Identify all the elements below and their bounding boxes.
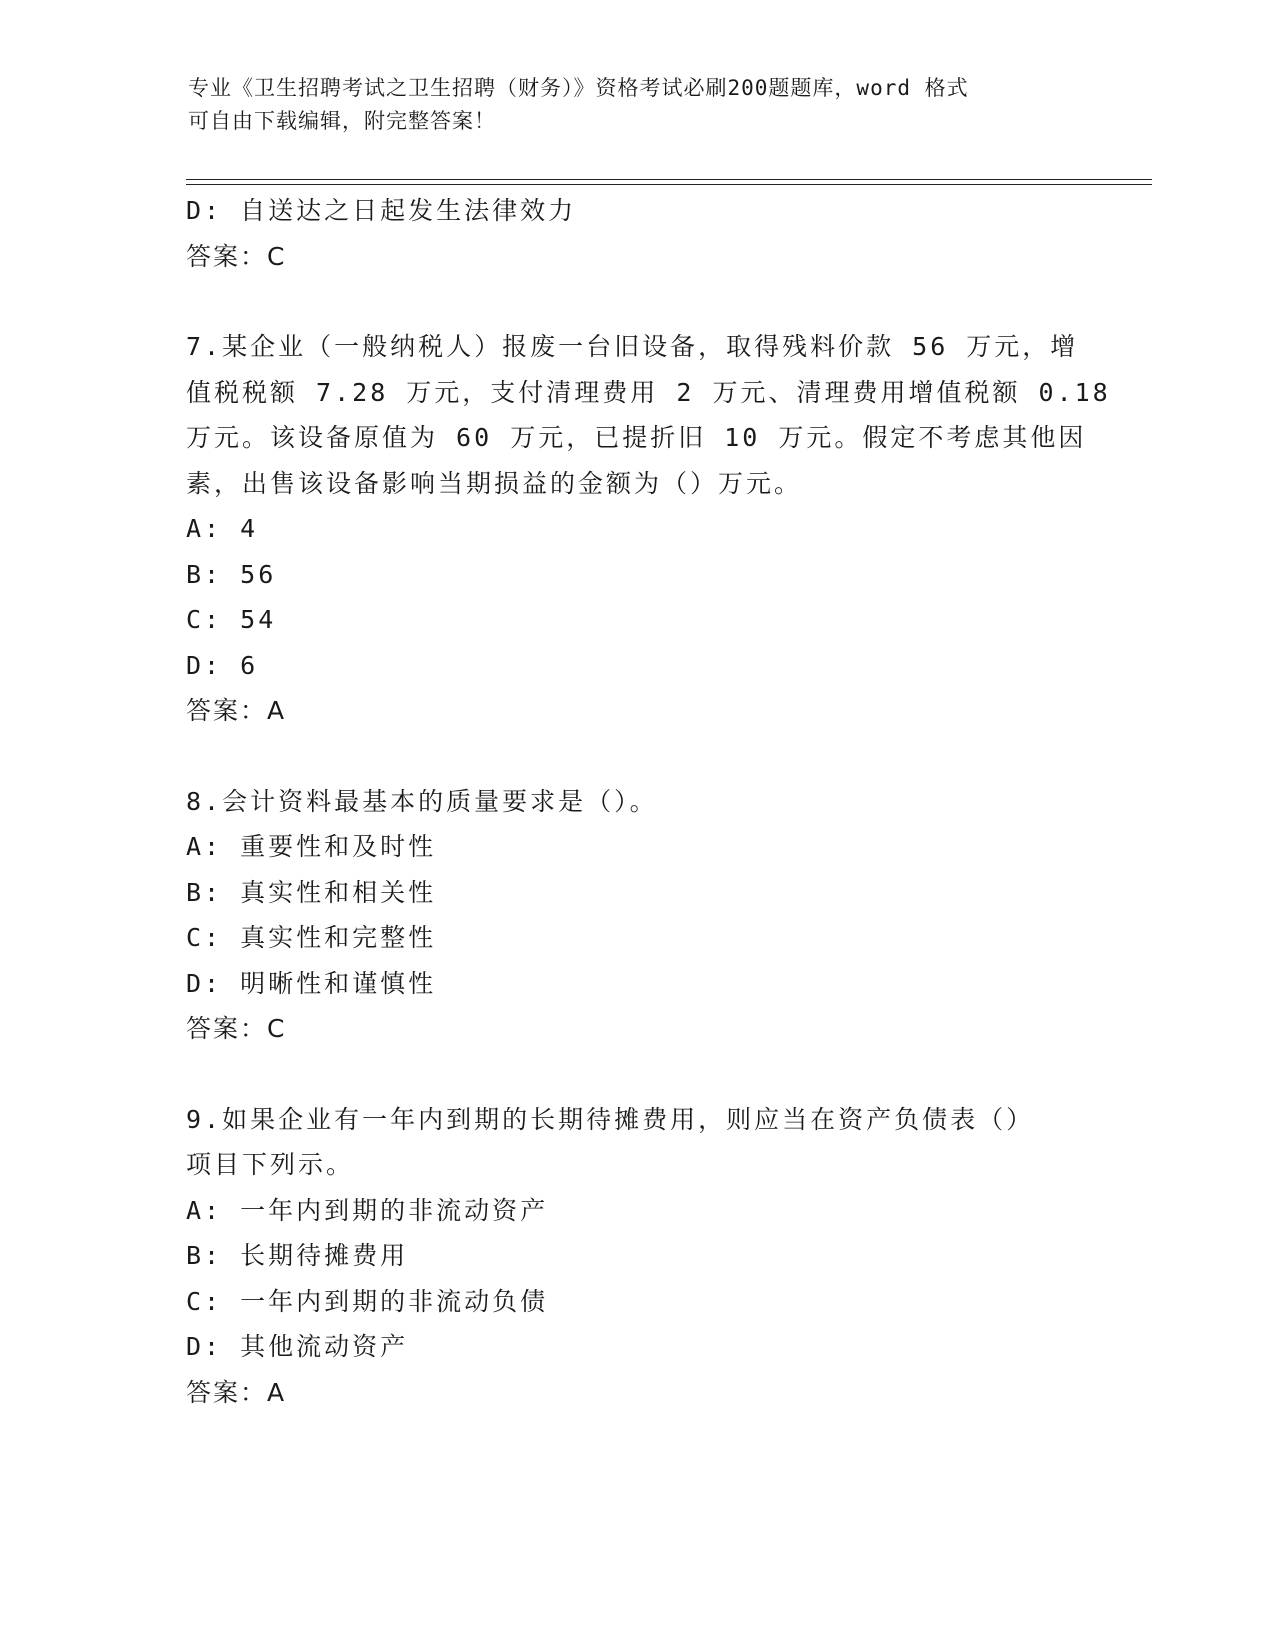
question-7: [186, 324, 1111, 734]
option-b: B: 56: [186, 559, 277, 589]
question-9: [186, 1097, 1086, 1416]
question-text-line: 值税税额 7.28 万元，支付清理费用 2 万元、清理费用增值税额 0.18: [186, 377, 1111, 407]
option-d: D: 自送达之日起发生法律效力: [186, 196, 577, 225]
option-a: A: 4: [186, 514, 259, 543]
option-c: C: 真实性和完整性: [186, 923, 437, 952]
question-text-line: 项目下列示。: [186, 1150, 355, 1179]
option-b: B: 真实性和相关性: [186, 877, 437, 907]
option-d: D: 其他流动资产: [186, 1332, 409, 1361]
question-text-line: 7.某企业（一般纳税人）报废一台旧设备，取得残料价款 56 万元，增: [186, 332, 1079, 361]
question-8: [186, 779, 1086, 1052]
header-title-line-1: 专业《卫生招聘考试之卫生招聘（财务）》资格考试必刷200题题库，word 格式: [188, 76, 969, 100]
option-a: A: 一年内到期的非流动资产: [186, 1195, 549, 1225]
header-divider: [186, 179, 1152, 180]
question-text-line: 万元。该设备原值为 60 万元，已提折旧 10 万元。假定不考虑其他因: [186, 423, 1087, 452]
option-c: C: 54: [186, 605, 277, 634]
option-b: B: 长期待摊费用: [186, 1241, 409, 1270]
question-text-line: 8.会计资料最基本的质量要求是（）。: [186, 786, 658, 816]
answer-line: 答案：A: [186, 696, 287, 725]
option-c: C: 一年内到期的非流动负债: [186, 1286, 549, 1316]
header-divider-double: [186, 184, 1152, 185]
question-list: [186, 188, 1111, 1415]
question-text-line: 素，出售该设备影响当期损益的金额为（）万元。: [186, 468, 803, 498]
document-header: [188, 72, 1068, 138]
option-d: D: 明晰性和谨慎性: [186, 968, 437, 998]
answer-line: 答案：A: [186, 1377, 287, 1407]
answer-line: 答案：C: [186, 241, 287, 271]
option-a: A: 重要性和及时性: [186, 832, 437, 861]
question-text-line: 9.如果企业有一年内到期的长期待摊费用，则应当在资产负债表（）: [186, 1104, 1035, 1134]
option-d: D: 6: [186, 650, 259, 680]
header-title-line-2: 可自由下载编辑，附完整答案！: [188, 109, 496, 133]
answer-line: 答案：C: [186, 1014, 287, 1043]
